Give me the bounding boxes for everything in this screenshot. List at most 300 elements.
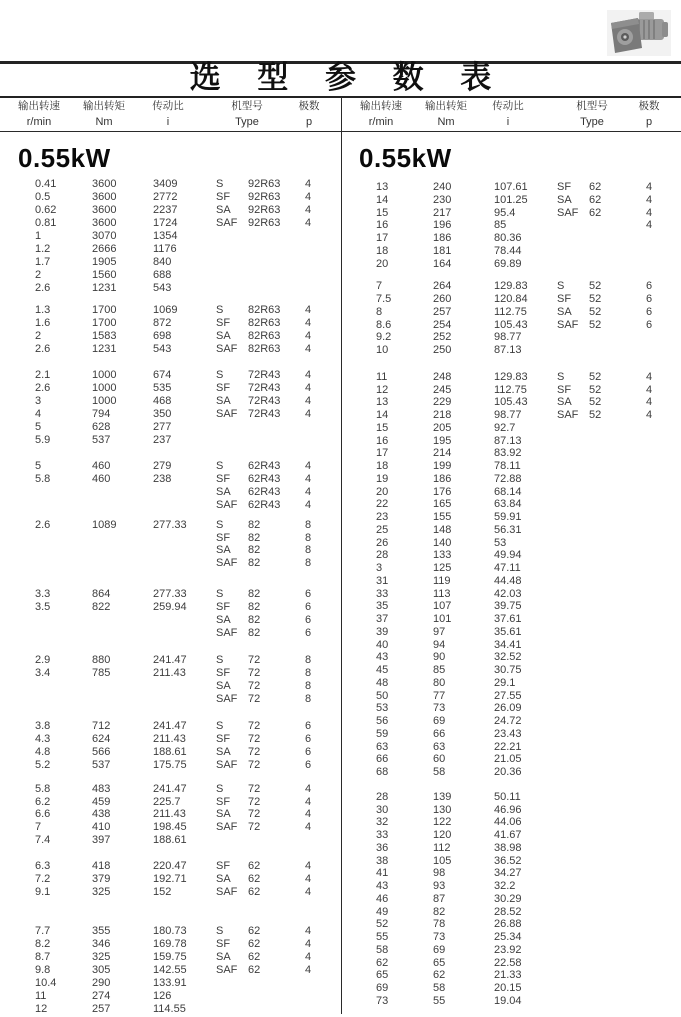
column-header-label: 输出转速	[18, 100, 60, 112]
table-row	[0, 667, 341, 680]
ratio-cell: 142.55	[153, 963, 187, 976]
output-speed-cell: 33	[376, 829, 389, 841]
ratio-cell: 188.61	[153, 745, 187, 758]
table-row	[341, 306, 681, 319]
ratio-cell: 220.47	[153, 860, 187, 873]
model-prefix-cell: S	[216, 369, 224, 382]
poles-cell: 6	[305, 732, 312, 745]
ratio-cell: 211.43	[153, 732, 186, 745]
output-torque-cell: 229	[433, 396, 452, 409]
output-speed-cell: 0.5	[35, 190, 51, 203]
model-size-cell: 82	[248, 601, 261, 614]
output-speed-cell: 10	[376, 344, 389, 356]
ratio-cell: 543	[153, 281, 172, 294]
output-speed-cell: 37	[376, 613, 389, 625]
poles-cell: 4	[305, 216, 312, 229]
model-prefix-cell: S	[216, 518, 224, 531]
model-prefix-cell: SF	[557, 293, 572, 305]
ratio-cell: 36.52	[494, 854, 522, 867]
poles-cell: 4	[646, 181, 653, 193]
right-table	[341, 140, 681, 1008]
ratio-cell: 23.92	[494, 943, 522, 956]
table-block	[341, 181, 681, 270]
model-prefix-cell: SAF	[216, 963, 238, 976]
model-prefix-cell: SA	[216, 544, 231, 557]
table-row	[341, 245, 681, 258]
output-torque-cell: 165	[433, 498, 452, 511]
table-row	[0, 834, 341, 847]
output-torque-cell: 346	[92, 938, 111, 950]
table-row	[341, 498, 681, 511]
ratio-cell: 105.43	[494, 396, 528, 409]
ratio-cell: 840	[153, 255, 172, 268]
table-row	[0, 886, 341, 899]
ratio-cell: 26.88	[494, 918, 522, 931]
model-prefix-cell: S	[216, 925, 224, 938]
output-speed-cell: 7	[35, 821, 42, 834]
output-torque-cell: 880	[92, 654, 111, 667]
model-prefix-cell: SF	[216, 601, 231, 614]
model-size-cell: 92R63	[248, 178, 281, 190]
table-row	[0, 746, 341, 759]
model-prefix-cell: SF	[216, 860, 231, 873]
poles-cell: 4	[305, 330, 312, 343]
table-row	[341, 715, 681, 728]
table-row	[0, 532, 341, 545]
output-torque-cell: 483	[92, 782, 111, 795]
poles-cell: 8	[305, 654, 312, 667]
table-row	[0, 733, 341, 746]
ratio-cell: 83.92	[494, 447, 522, 460]
model-size-cell: 72	[248, 782, 261, 795]
output-speed-cell: 28	[376, 549, 389, 562]
ratio-cell: 120.84	[494, 293, 528, 305]
output-torque-cell: 69	[433, 715, 446, 727]
output-torque-cell: 379	[92, 873, 111, 886]
table-row	[0, 821, 341, 834]
output-torque-cell: 63	[433, 740, 446, 753]
model-prefix-cell: SF	[216, 667, 231, 679]
output-speed-cell: 1.7	[35, 255, 51, 268]
model-prefix-cell: S	[557, 370, 565, 383]
output-speed-cell: 5	[35, 420, 42, 433]
output-torque-cell: 250	[433, 344, 452, 356]
output-torque-cell: 139	[433, 790, 452, 803]
output-torque-cell: 140	[433, 536, 452, 549]
table-block	[0, 783, 341, 848]
table-row	[0, 588, 341, 601]
ratio-cell: 688	[153, 268, 172, 281]
output-torque-cell: 712	[92, 719, 111, 732]
output-torque-cell: 97	[433, 625, 446, 638]
output-speed-cell: 14	[376, 409, 389, 421]
model-size-cell: 92R63	[248, 190, 281, 203]
output-speed-cell: 2.6	[35, 518, 51, 531]
ratio-cell: 22.21	[494, 740, 522, 753]
poles-cell: 4	[305, 178, 312, 190]
model-prefix-cell: SF	[557, 383, 572, 396]
ratio-cell: 126	[153, 989, 172, 1002]
column-header-label: 传动比	[152, 100, 184, 112]
output-torque-cell: 410	[92, 821, 111, 834]
table-row	[0, 519, 341, 532]
output-speed-cell: 6.3	[35, 860, 51, 873]
ratio-cell: 180.73	[153, 925, 187, 938]
ratio-cell: 21.05	[494, 753, 522, 766]
left-table	[0, 140, 341, 1016]
output-speed-cell: 6.6	[35, 808, 51, 821]
power-heading-left: 0.55kW	[18, 143, 111, 173]
table-row	[341, 829, 681, 842]
model-size-cell: 72R43	[248, 408, 281, 420]
table-block	[341, 371, 681, 779]
table-row	[341, 918, 681, 931]
table-row	[0, 243, 341, 256]
table-block	[341, 791, 681, 1008]
ratio-cell: 198.45	[153, 821, 187, 834]
column-header-unit: r/min	[26, 116, 52, 128]
model-prefix-cell: SAF	[216, 498, 238, 511]
model-prefix-cell: SA	[216, 679, 231, 692]
output-speed-cell: 23	[376, 511, 389, 523]
output-torque-cell: 438	[92, 808, 111, 821]
table-row	[341, 331, 681, 344]
table-row	[0, 408, 341, 421]
ratio-cell: 1069	[153, 304, 178, 317]
model-size-cell: 82	[248, 614, 261, 627]
column-header-label: 输出转矩	[83, 100, 125, 112]
ratio-cell: 59.91	[494, 511, 522, 523]
table-row	[341, 549, 681, 562]
ratio-cell: 34.27	[494, 867, 522, 880]
output-speed-cell: 4	[35, 408, 42, 420]
output-torque-cell: 87	[433, 892, 446, 905]
table-row	[341, 460, 681, 473]
ratio-cell: 92.7	[494, 421, 516, 434]
ratio-cell: 30.29	[494, 892, 522, 905]
table-row	[341, 600, 681, 613]
output-speed-cell: 65	[376, 969, 389, 982]
output-torque-cell: 274	[92, 989, 111, 1002]
ratio-cell: 241.47	[153, 654, 187, 667]
output-torque-cell: 1000	[92, 382, 117, 395]
ratio-cell: 50.11	[494, 790, 521, 803]
ratio-cell: 38.98	[494, 841, 522, 854]
table-row	[341, 537, 681, 550]
poles-cell: 4	[646, 219, 653, 232]
model-size-cell: 72	[248, 654, 261, 667]
ratio-cell: 129.83	[494, 280, 528, 293]
model-prefix-cell: SAF	[216, 557, 238, 570]
output-speed-cell: 36	[376, 841, 389, 854]
table-row	[341, 982, 681, 995]
poles-cell: 6	[646, 305, 653, 318]
poles-cell: 4	[305, 782, 312, 795]
model-size-cell: 62R43	[248, 498, 281, 511]
output-speed-cell: 9.2	[376, 331, 392, 344]
output-speed-cell: 35	[376, 600, 389, 613]
output-speed-cell: 9.8	[35, 963, 51, 976]
model-prefix-cell: S	[216, 304, 224, 317]
table-row	[0, 473, 341, 486]
output-torque-cell: 537	[92, 433, 111, 446]
poles-cell: 4	[646, 409, 653, 421]
ratio-cell: 24.72	[494, 715, 522, 727]
output-speed-cell: 11	[35, 989, 47, 1002]
ratio-cell: 72.88	[494, 472, 522, 485]
output-torque-cell: 248	[433, 370, 452, 383]
table-row	[341, 409, 681, 422]
model-prefix-cell: SAF	[557, 318, 579, 331]
ratio-cell: 2237	[153, 203, 178, 216]
poles-cell: 6	[305, 601, 312, 614]
model-size-cell: 62	[248, 860, 261, 873]
output-torque-cell: 90	[433, 651, 446, 664]
ratio-cell: 46.96	[494, 803, 522, 816]
table-row	[341, 728, 681, 741]
table-row	[341, 842, 681, 855]
column-header-unit: i	[506, 116, 510, 128]
output-torque-cell: 164	[433, 257, 452, 270]
model-size-cell: 72	[248, 821, 261, 834]
poles-cell: 4	[305, 459, 312, 472]
output-speed-cell: 8.7	[35, 950, 51, 963]
table-row	[0, 990, 341, 1003]
output-speed-cell: 19	[376, 472, 389, 485]
table-row	[341, 613, 681, 626]
ratio-cell: 1354	[153, 229, 178, 242]
table-row	[341, 575, 681, 588]
model-prefix-cell: SA	[557, 396, 572, 409]
ratio-cell: 69.89	[494, 257, 522, 270]
output-speed-cell: 7	[376, 280, 383, 293]
output-torque-cell: 155	[433, 511, 452, 523]
output-speed-cell: 16	[376, 434, 389, 447]
ratio-cell: 98.77	[494, 331, 522, 344]
output-speed-cell: 13	[376, 396, 389, 409]
model-prefix-cell: SF	[216, 472, 231, 485]
poles-cell: 4	[646, 206, 653, 219]
ratio-cell: 211.43	[153, 808, 186, 821]
output-speed-cell: 8	[376, 305, 383, 318]
output-speed-cell: 40	[376, 638, 389, 651]
column-header-unit: r/min	[368, 116, 394, 128]
table-block	[0, 925, 341, 1016]
ratio-cell: 27.55	[494, 689, 522, 702]
output-speed-cell: 3.3	[35, 588, 51, 601]
ratio-cell: 2772	[153, 190, 178, 203]
model-prefix-cell: SAF	[216, 692, 238, 705]
column-header-unit: Type	[580, 116, 604, 128]
output-speed-cell: 17	[376, 447, 389, 460]
output-torque-cell: 205	[433, 421, 452, 434]
poles-cell: 4	[305, 369, 312, 382]
table-block	[0, 654, 341, 706]
model-size-cell: 62	[248, 950, 261, 963]
column-header-unit: Type	[235, 116, 259, 128]
column-header-unit: Nm	[95, 116, 113, 128]
output-speed-cell: 62	[376, 956, 389, 969]
output-torque-cell: 55	[433, 994, 446, 1007]
column-header-left-3	[212, 100, 282, 128]
output-speed-cell: 58	[376, 943, 389, 956]
output-speed-cell: 49	[376, 905, 389, 918]
poles-cell: 4	[305, 925, 312, 938]
output-torque-cell: 217	[433, 206, 452, 219]
ratio-cell: 237	[153, 433, 172, 446]
ratio-cell: 872	[153, 317, 172, 330]
ratio-cell: 192.71	[153, 873, 187, 886]
output-speed-cell: 14	[376, 193, 389, 206]
output-speed-cell: 12	[35, 1002, 48, 1015]
output-torque-cell: 186	[433, 232, 452, 244]
model-prefix-cell: SA	[557, 305, 572, 318]
output-speed-cell: 46	[376, 892, 389, 905]
model-prefix-cell: SA	[216, 745, 231, 758]
output-speed-cell: 48	[376, 676, 389, 689]
ratio-cell: 188.61	[153, 834, 187, 847]
poles-cell: 4	[305, 963, 312, 976]
output-speed-cell: 11	[376, 370, 388, 383]
output-torque-cell: 112	[433, 841, 451, 854]
output-speed-cell: 7.5	[376, 293, 392, 305]
ratio-cell: 32.2	[494, 880, 516, 892]
model-prefix-cell: SA	[216, 614, 231, 627]
ratio-cell: 26.09	[494, 702, 522, 715]
table-row	[0, 330, 341, 343]
output-torque-cell: 1231	[92, 343, 117, 356]
table-row	[0, 269, 341, 282]
column-header-left-0	[4, 100, 74, 128]
output-speed-cell: 15	[376, 206, 389, 219]
output-torque-cell: 176	[433, 485, 452, 498]
output-speed-cell: 63	[376, 740, 389, 753]
poles-cell: 6	[305, 758, 312, 771]
output-speed-cell: 5.2	[35, 758, 51, 771]
output-torque-cell: 785	[92, 667, 111, 679]
output-torque-cell: 628	[92, 420, 111, 433]
table-row	[341, 741, 681, 754]
ratio-cell: 112.75	[494, 305, 527, 318]
output-torque-cell: 537	[92, 758, 111, 771]
poles-cell: 6	[646, 280, 653, 293]
table-row	[0, 382, 341, 395]
model-size-cell: 52	[589, 383, 602, 396]
model-size-cell: 82	[248, 627, 261, 640]
column-header-right-0	[346, 100, 416, 128]
output-torque-cell: 264	[433, 280, 452, 293]
table-row	[0, 304, 341, 317]
output-torque-cell: 85	[433, 664, 446, 676]
model-size-cell: 82R63	[248, 304, 281, 317]
ratio-cell: 78.44	[494, 244, 522, 257]
output-speed-cell: 1	[35, 229, 42, 242]
table-row	[341, 816, 681, 829]
output-torque-cell: 3600	[92, 178, 117, 190]
output-speed-cell: 20	[376, 485, 389, 498]
table-row	[341, 969, 681, 982]
output-speed-cell: 4.8	[35, 745, 51, 758]
model-size-cell: 52	[589, 409, 602, 421]
output-speed-cell: 55	[376, 931, 389, 943]
model-prefix-cell: SAF	[216, 821, 238, 834]
ratio-cell: 23.43	[494, 727, 522, 740]
output-torque-cell: 214	[433, 447, 452, 460]
output-speed-cell: 32	[376, 816, 389, 829]
table-row	[0, 557, 341, 570]
model-size-cell: 62	[248, 886, 261, 899]
table-row	[341, 957, 681, 970]
output-speed-cell: 3	[376, 562, 383, 574]
model-size-cell: 62R43	[248, 459, 281, 472]
model-size-cell: 62	[248, 925, 261, 938]
table-row	[341, 473, 681, 486]
model-prefix-cell: S	[216, 178, 224, 190]
ratio-cell: 32.52	[494, 651, 522, 664]
model-prefix-cell: SAF	[216, 627, 238, 640]
output-speed-cell: 30	[376, 803, 389, 816]
model-size-cell: 82	[248, 557, 261, 570]
output-torque-cell: 98	[433, 867, 446, 880]
poles-cell: 4	[305, 485, 312, 498]
ratio-cell: 277.33	[153, 588, 187, 601]
column-header-label: 机型号	[231, 100, 263, 112]
table-row	[341, 396, 681, 409]
table-row	[341, 422, 681, 435]
table-row	[0, 460, 341, 473]
ratio-cell: 98.77	[494, 409, 522, 421]
output-torque-cell: 66	[433, 727, 446, 740]
table-row	[0, 317, 341, 330]
table-row	[341, 258, 681, 271]
ratio-cell: 78.11	[494, 460, 521, 472]
table-row	[0, 796, 341, 809]
output-speed-cell: 20	[376, 257, 389, 270]
model-size-cell: 72R43	[248, 369, 281, 382]
ratio-cell: 114.55	[153, 1002, 186, 1015]
output-speed-cell: 59	[376, 727, 389, 740]
output-speed-cell: 45	[376, 664, 389, 676]
output-torque-cell: 58	[433, 766, 446, 778]
output-torque-cell: 1231	[92, 281, 117, 294]
poles-cell: 6	[646, 293, 653, 305]
ratio-cell: 25.34	[494, 931, 522, 943]
model-size-cell: 62	[589, 206, 602, 219]
ratio-cell: 543	[153, 343, 172, 356]
output-speed-cell: 2.6	[35, 281, 51, 294]
poles-cell: 4	[305, 190, 312, 203]
model-size-cell: 72	[248, 667, 261, 679]
ratio-cell: 87.13	[494, 434, 522, 447]
output-torque-cell: 107	[433, 600, 452, 613]
ratio-cell: 159.75	[153, 950, 187, 963]
poles-cell: 4	[305, 886, 312, 899]
ratio-cell: 63.84	[494, 498, 522, 511]
output-speed-cell: 18	[376, 244, 389, 257]
table-block	[0, 369, 341, 447]
table-row	[0, 486, 341, 499]
output-speed-cell: 41	[376, 867, 389, 880]
output-torque-cell: 245	[433, 383, 452, 396]
table-row	[0, 499, 341, 512]
ratio-cell: 34.41	[494, 638, 522, 651]
ratio-cell: 56.31	[494, 523, 522, 536]
ratio-cell: 20.15	[494, 982, 522, 994]
ratio-cell: 101.25	[494, 193, 528, 206]
model-size-cell: 62	[248, 873, 261, 886]
output-torque-cell: 80	[433, 676, 446, 689]
output-torque-cell: 148	[433, 523, 452, 536]
